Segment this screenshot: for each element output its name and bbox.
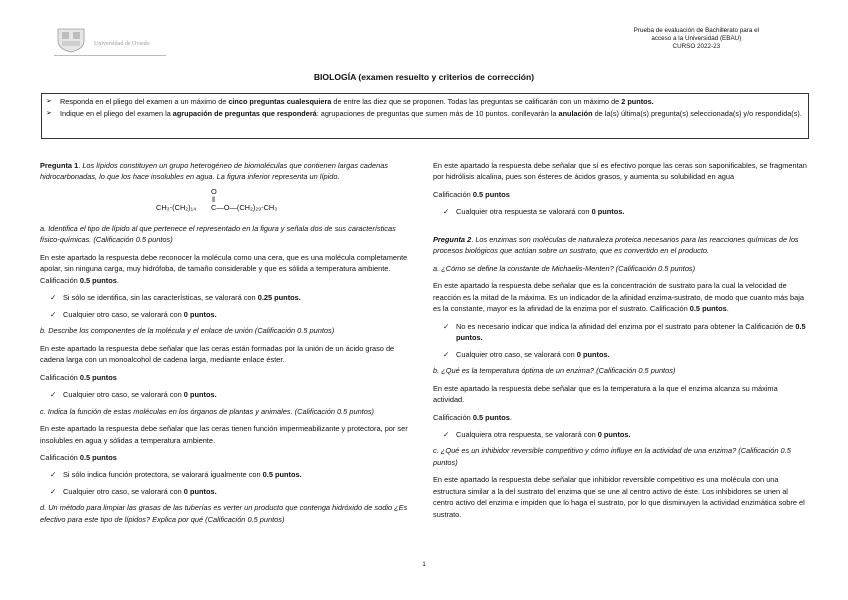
question-2-statement: Pregunta 2. Los enzimas son moléculas de naturaleza proteica necesarios para las reacciones químicas de los procesos biológicos que actúan sobre un sustrato, que es convertido en el producto. bbox=[433, 234, 799, 256]
criterion-2b-1: ✓ Cualquiera otra respuesta, se valorará con 0 puntos. bbox=[443, 429, 631, 439]
left-column bbox=[40, 160, 416, 531]
header-rule bbox=[54, 55, 166, 56]
answer-1d: En este apartado la respuesta debe señalar que sí es efectivo porque las ceras son saponificables, se fragmentan por hidrólisis alcalina, pues son ésteres de ácidos grasos, y aumenta su solubilidad en agua bbox=[433, 161, 807, 182]
exam-header bbox=[634, 27, 759, 51]
question-1d: d. Un método para limpiar las grasas de las tuberías es verter un producto que contenga hidróxido de sodio ¿Es efectivo para este tipo de lípidos? Explica por qué (Calificación 0.5 puntos) bbox=[40, 503, 408, 524]
question-1a: a. Identifica el tipo de lípido al que pertenece el representado en la figura y señala dos de sus características físico-químicas. (Calificación 0.5 puntos) bbox=[40, 223, 396, 245]
answer-1a: En este apartado la respuesta debe reconocer la molécula como una cera, que es una molécula completamente apolar, sin ninguna carga, muy hidrófoba, de tamaño considerable y que es sólida a temperatura ambiente. Calificación 0.5 puntos. bbox=[40, 252, 408, 285]
answer-2a: En este apartado la respuesta debe señalar que es la concentración de sustrato para la cual la velocidad de reacción es la mitad de la máxima. Es un indicador de la afinidad enzima-sustrato, de modo que cuanto más baja es la constante, mayor es la afinidad de la enzima por el sustrato. Calificación 0.5 puntos. bbox=[433, 281, 804, 314]
checkmark-icon: ✓ bbox=[443, 321, 450, 331]
header-line-1: Prueba de evaluación de Bachillerato para el bbox=[633, 27, 759, 34]
question-1-statement: Pregunta 1. Los lípidos constituyen un grupo heterogéneo de biomoléculas que contienen largas cadenas hidrocarbonadas, lo que los hace insolubles en agua. La figura inferior representa un lípido. bbox=[40, 161, 389, 182]
grade-1d: Calificación 0.5 puntos bbox=[433, 189, 510, 199]
checkmark-icon: ✓ bbox=[443, 349, 450, 359]
university-name: Universidad de Oviedo bbox=[94, 41, 150, 47]
criterion-2a-1: ✓ No es necesario indicar que indica la afinidad del enzima por el sustrato para obtener la Calificación de 0.5 puntos. bbox=[443, 321, 806, 343]
university-logo bbox=[54, 27, 166, 55]
criterion-1c-2: ✓ Cualquier otro caso, se valorará con 0 puntos. bbox=[50, 486, 217, 496]
checkmark-icon: ✓ bbox=[50, 470, 57, 480]
criterion-1a-2: ✓ Cualquier otro caso, se valorará con 0 puntos. bbox=[50, 309, 217, 319]
instructions-box bbox=[41, 93, 809, 139]
checkmark-icon: ✓ bbox=[50, 486, 57, 496]
criterion-1a-1: ✓ Si sólo se identifica, sin las características, se valorará con 0.25 puntos. bbox=[50, 293, 301, 303]
grade-1c: Calificación 0.5 puntos bbox=[40, 452, 117, 462]
checkmark-icon: ✓ bbox=[443, 207, 450, 217]
arrow-bullet-icon: ➢ bbox=[46, 98, 52, 105]
checkmark-icon: ✓ bbox=[50, 309, 57, 319]
right-column bbox=[433, 160, 809, 526]
criterion-1b-1: ✓ Cualquier otro caso, se valorará con 0 puntos. bbox=[50, 390, 217, 400]
question-2c: c. ¿Qué es un inhibidor reversible competitivo y cómo influye en la actividad de una enzima? (Calificación 0.5 puntos) bbox=[433, 446, 791, 467]
criterion-1c-1: ✓ Si sólo indica función protectora, se valorará igualmente con 0.5 puntos. bbox=[50, 470, 302, 480]
grade-2b: Calificación 0.5 puntos. bbox=[433, 412, 512, 422]
grade-1b: Calificación 0.5 puntos bbox=[40, 372, 117, 382]
answer-1b: En este apartado la respuesta debe señalar que las ceras están formadas por la unión de un ácido graso de cadena larga con un monoalcohol de cadena larga, mediante enlace éster. bbox=[40, 343, 395, 365]
checkmark-icon: ✓ bbox=[50, 390, 57, 400]
question-2a: a. ¿Cómo se define la constante de Michaelis-Menten? (Calificación 0.5 puntos) bbox=[433, 263, 696, 273]
university-crest-icon bbox=[54, 27, 88, 53]
criterion-2a-2: ✓ Cualquier otro caso, se valorará con 0 puntos. bbox=[443, 349, 610, 359]
instruction-1: ➢ Responda en el pliego del examen a un máximo de cinco preguntas cualesquiera de entre las diez que se proponen. Todas las preguntas se calificarán con un máximo de 2 puntos. bbox=[46, 96, 804, 108]
document-title: BIOLOGÍA (examen resuelto y criterios de corrección) bbox=[313, 72, 535, 82]
page-number: 1 bbox=[422, 561, 426, 568]
checkmark-icon: ✓ bbox=[443, 429, 450, 439]
question-2b: b. ¿Qué es la temperatura óptima de un enzima? (Calificación 0.5 puntos) bbox=[433, 366, 676, 376]
checkmark-icon: ✓ bbox=[50, 293, 57, 303]
question-1c: c. Indica la función de estas moléculas en los órganos de plantas y animales. (Calificación 0.5 puntos) bbox=[40, 406, 374, 416]
arrow-bullet-icon: ➢ bbox=[46, 110, 52, 118]
answer-1c: En este apartado la respuesta debe señalar que las ceras tienen función impermeabilizante y protectora, por ser insolubles en agua y sólidas a temperatura ambiente. bbox=[40, 424, 408, 445]
header-line-2: acceso a la Universidad (EBAU) bbox=[651, 34, 742, 42]
header-line-3: CURSO 2022-23 bbox=[672, 42, 721, 50]
criterion-1d-1: ✓ Cualquier otra respuesta se valorará con 0 puntos. bbox=[443, 207, 625, 217]
instruction-2: ➢ Indique en el pliego del examen la agrupación de preguntas que responderá: agrupaciones de preguntas que sumen más de 10 puntos. conllevarán la anulación de la(s) última(s) pregunta(s) seleccionada(s) y/o respondida(s). bbox=[46, 108, 804, 120]
answer-2b: En este apartado la respuesta debe señalar que es la temperatura a la que el enzima alcanza su máxima actividad. bbox=[433, 383, 778, 405]
lipid-formula: O ‖ CH₃-(CH₂)₁₄ C—O—(CH₂)₂₉-CH₃ bbox=[156, 186, 278, 212]
question-1b: b. Describe los componentes de la molécula y el enlace de unión (Calificación 0.5 puntos) bbox=[40, 326, 335, 336]
answer-2c: En este apartado la respuesta debe señalar que inhibidor reversible competitivo es una molécula con una estructura similar a la del sustrato del enzima que se une al centro activo de éste. Los inhibidores se unen al centro activo del enzima e impiden que lo haga el sustrato, por lo que disminuyen la actividad enzimática sobre el sustrato. bbox=[433, 475, 805, 519]
